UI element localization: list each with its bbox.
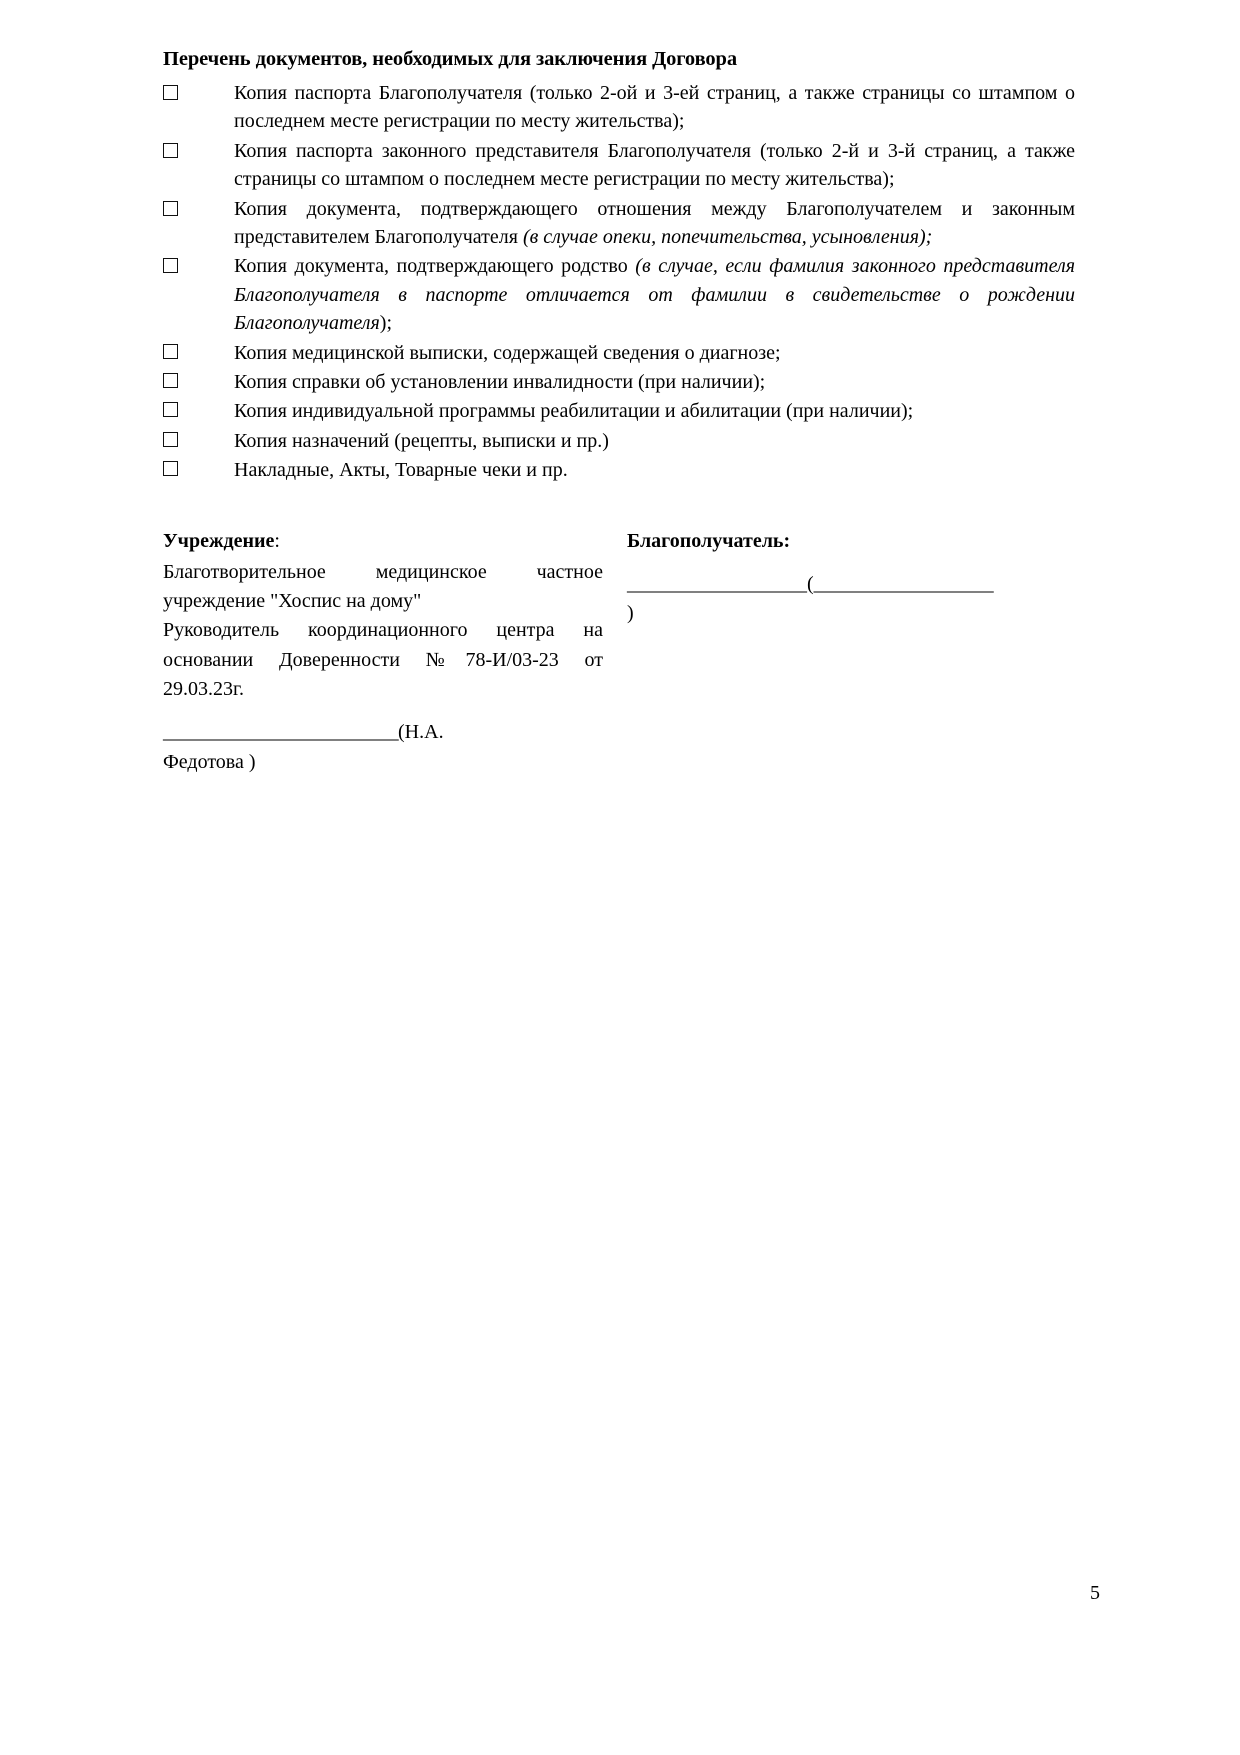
page-number: 5 (1090, 1582, 1100, 1604)
checkbox-icon[interactable] (163, 201, 178, 216)
list-item-label: Копия индивидуальной программы реабилитации и абилитации (при наличии); (234, 400, 914, 423)
beneficiary-label: Благополучатель: (627, 529, 791, 552)
checkbox-cell[interactable] (163, 397, 234, 417)
institution-signatory-name: Федотова ) (163, 750, 256, 773)
list-item-label: Копия медицинской выписки, содержащей сведения о диагнозе; (234, 341, 781, 364)
institution-name: Благотворительное медицинское частное учреждение "Хоспис на дому" (163, 560, 603, 612)
list-item[interactable] (163, 397, 1075, 425)
checkbox-cell[interactable] (163, 252, 234, 273)
page-title: Перечень документов, необходимых для заключения Договора (163, 48, 738, 70)
checkbox-cell[interactable] (163, 368, 234, 388)
list-item[interactable] (163, 427, 1075, 455)
institution-representative: Руководитель координационного центра на основании Доверенности №78-И/03-23 от 29.03.23г. (163, 619, 603, 701)
list-item-label: Копия паспорта законного представителя Благополучателя (только 2-й и 3-й страниц, а также страницы со штампом о последнем месте регистрации по месту жительства); (234, 139, 1075, 191)
list-item-text-italic: (в случае, если фамилия законного представителя Благополучателя в паспорте отличается от фамилии в свидетельстве о рождении Благополучателя (234, 255, 1075, 335)
checkbox-cell[interactable] (163, 339, 234, 359)
beneficiary-signature-rule-1: __________________ (627, 572, 807, 595)
checkbox-cell[interactable] (163, 427, 234, 447)
institution-signature-line[interactable] (163, 718, 603, 747)
signatory-open-paren: (Н.А. (398, 721, 444, 744)
beneficiary-signature-line[interactable] (627, 570, 1075, 599)
checkbox-icon[interactable] (163, 258, 178, 273)
beneficiary-column (619, 527, 1075, 778)
institution-label (163, 527, 603, 556)
list-item-text-plain: Копия документа, подтверждающего родство (234, 255, 636, 278)
list-item[interactable] (163, 368, 1075, 396)
institution-label-text: Учреждение (163, 529, 275, 552)
list-item-label (234, 195, 1075, 252)
institution-label-colon: : (274, 529, 280, 552)
documents-checklist (163, 79, 1075, 484)
checkbox-icon[interactable] (163, 143, 178, 158)
list-item-label: Копия справки об установлении инвалидности (при наличии); (234, 370, 766, 393)
list-item-label: Копия назначений (рецепты, выписки и пр.) (234, 429, 609, 452)
beneficiary-close-paren: ) (627, 601, 634, 624)
checkbox-cell[interactable] (163, 79, 234, 100)
list-item-text-tail: ); (379, 312, 392, 335)
institution-column (163, 527, 619, 778)
list-item[interactable] (163, 195, 1075, 252)
list-item-label: Накладные, Акты, Товарные чеки и пр. (234, 459, 568, 482)
checkbox-icon[interactable] (163, 85, 178, 100)
checkbox-cell[interactable] (163, 456, 234, 476)
beneficiary-signature-rule-2: (__________________ (807, 572, 994, 595)
checkbox-cell[interactable] (163, 137, 234, 158)
list-item-text-italic: (в случае опеки, попечительства, усыновления); (522, 226, 933, 248)
checkbox-icon[interactable] (163, 402, 178, 417)
checkbox-cell[interactable] (163, 195, 234, 216)
list-item[interactable] (163, 137, 1075, 194)
list-item[interactable] (163, 79, 1075, 136)
list-item[interactable] (163, 339, 1075, 367)
list-item[interactable] (163, 252, 1075, 337)
signature-rule: _________________________ (163, 721, 399, 744)
list-item-label: Копия паспорта Благополучателя (только 2-ой и 3-ей страниц, а также страницы со штампом о последнем месте регистрации по месту жительства); (234, 82, 1075, 133)
checkbox-icon[interactable] (163, 344, 178, 359)
list-item-label (234, 252, 1075, 337)
checkbox-icon[interactable] (163, 373, 178, 388)
list-item-text-plain: Копия документа, подтверждающего отношения между Благополучателем и законным представителем Благополучателя (234, 197, 1075, 248)
signature-block (163, 527, 1075, 778)
list-item[interactable] (163, 456, 1075, 484)
checkbox-icon[interactable] (163, 461, 178, 476)
page-content (163, 46, 1075, 777)
checkbox-icon[interactable] (163, 432, 178, 447)
